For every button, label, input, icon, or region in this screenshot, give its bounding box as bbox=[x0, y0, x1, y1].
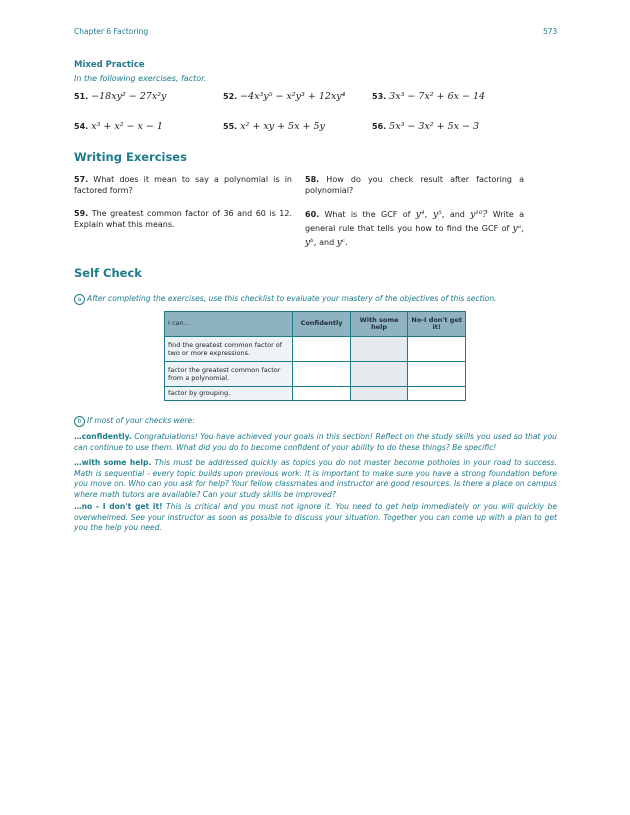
page-number: 573 bbox=[543, 27, 558, 36]
exercise-text: What does it mean to say a polynomial is in factored form? bbox=[74, 175, 292, 195]
checkbox-cell-dont-get-it[interactable] bbox=[408, 337, 466, 362]
table-row bbox=[165, 337, 466, 362]
header-dont-get-it: No-I don't get it! bbox=[408, 312, 466, 337]
problem-expression: −4x³y⁵ − x²y³ + 12xy⁴ bbox=[240, 91, 346, 102]
exercise-number: 57. bbox=[74, 175, 89, 184]
instruction-text: After completing the exercises, use this checklist to evaluate your mastery of the objectives of this section. bbox=[87, 294, 497, 303]
dont-get-it-paragraph bbox=[74, 502, 557, 534]
paragraph-lead: …with some help. bbox=[74, 458, 152, 467]
exercise-text: and bbox=[319, 238, 335, 247]
math-expression: y¹⁰? bbox=[470, 210, 488, 220]
paragraph-text: Congratulations! You have achieved your goals in this section! Reflect on the study skills you used so that you can continue to use them. What did you do to become confident of your ability to do these things? Be specific! bbox=[74, 432, 557, 452]
math-expression: y⁴, y⁵, bbox=[415, 210, 445, 220]
exercise-text: The greatest common factor of 36 and 60 is 12. Explain what this means. bbox=[74, 209, 292, 229]
table-row bbox=[165, 387, 466, 401]
problem-51 bbox=[74, 91, 166, 102]
math-expression: yᵃ, yᵇ, bbox=[305, 224, 524, 248]
some-help-paragraph bbox=[74, 458, 557, 500]
paragraph-text: This is critical and you must not ignore it. You need to get help immediately or you will quickly be overwhelmed. See your instructor as soon as possible to discuss your situation. Together you can come up with a plan to get you the help you need. bbox=[74, 502, 558, 532]
problem-expression: x² + xy + 5x + 5y bbox=[240, 121, 325, 132]
problem-55 bbox=[223, 121, 325, 132]
self-check-instruction bbox=[74, 294, 544, 305]
objective-label: find the greatest common factor of two or more expressions. bbox=[165, 337, 293, 362]
problem-52 bbox=[223, 91, 345, 102]
problem-number: 55. bbox=[223, 122, 238, 131]
math-expression: yᶜ. bbox=[336, 238, 348, 248]
paragraph-lead: …no - I don't get it! bbox=[74, 502, 163, 511]
checkbox-cell-dont-get-it[interactable] bbox=[408, 362, 466, 387]
problem-number: 51. bbox=[74, 92, 89, 101]
table-header-row bbox=[165, 312, 466, 337]
exercise-number: 60. bbox=[305, 210, 320, 219]
objective-label: factor the greatest common factor from a polynomial. bbox=[165, 362, 293, 387]
header-confidently: Confidently bbox=[293, 312, 351, 337]
exercise-57 bbox=[74, 174, 292, 196]
exercise-text: What is the GCF of bbox=[324, 210, 411, 219]
exercise-59 bbox=[74, 208, 292, 230]
paragraph-lead: …confidently. bbox=[74, 432, 132, 441]
problem-expression: −18xy² − 27x²y bbox=[91, 91, 167, 102]
exercise-text: and bbox=[449, 210, 465, 219]
chapter-header: Chapter 6 Factoring bbox=[74, 27, 149, 36]
checkbox-cell-confidently[interactable] bbox=[293, 362, 351, 387]
problem-53 bbox=[372, 91, 485, 102]
confidently-paragraph bbox=[74, 432, 557, 453]
writing-exercises-title: Writing Exercises bbox=[74, 150, 187, 164]
problem-expression: x³ + x² − x − 1 bbox=[91, 121, 163, 132]
exercise-text: Write a general rule that tells you how to find the GCF of bbox=[305, 210, 525, 233]
mixed-practice-title: Mixed Practice bbox=[74, 60, 145, 70]
problem-expression: 5x³ − 3x² + 5x − 3 bbox=[389, 121, 480, 132]
checkbox-cell-confidently[interactable] bbox=[293, 337, 351, 362]
table-row bbox=[165, 362, 466, 387]
exercise-text: How do you check result after factoring a polynomial? bbox=[305, 175, 524, 195]
problem-number: 53. bbox=[372, 92, 387, 101]
problem-56 bbox=[372, 121, 479, 132]
checkbox-cell-with-some-help[interactable] bbox=[350, 387, 408, 401]
objective-label: factor by grouping. bbox=[165, 387, 293, 401]
problem-54 bbox=[74, 121, 163, 132]
checkbox-cell-with-some-help[interactable] bbox=[350, 337, 408, 362]
checkbox-cell-dont-get-it[interactable] bbox=[408, 387, 466, 401]
if-most-text: If most of your checks were: bbox=[87, 416, 195, 425]
problem-expression: 3x³ − 7x² + 6x − 14 bbox=[389, 91, 486, 102]
exercise-number: 59. bbox=[74, 209, 89, 218]
mixed-practice-instruction: In the following exercises, factor. bbox=[74, 74, 207, 83]
marker-b-icon: b bbox=[74, 416, 85, 427]
exercise-58 bbox=[305, 174, 524, 196]
self-check-title: Self Check bbox=[74, 266, 142, 280]
checkbox-cell-confidently[interactable] bbox=[293, 387, 351, 401]
exercise-60 bbox=[305, 208, 524, 250]
exercise-number: 58. bbox=[305, 175, 320, 184]
marker-a-icon: a bbox=[74, 294, 85, 305]
paragraph-text: This must be addressed quickly as topics you do not master become potholes in your road to success. Math is sequential - every topic builds upon previous work. It is important to make sure you have a strong foundation before you move on. Who can you ask for help? Your fellow classmates and instructor are good resources. Is there a place on campus where math tutors are available? Can your study skills be improved? bbox=[74, 458, 557, 499]
checkbox-cell-with-some-help[interactable] bbox=[350, 362, 408, 387]
problem-number: 54. bbox=[74, 122, 89, 131]
problem-number: 52. bbox=[223, 92, 238, 101]
problem-number: 56. bbox=[372, 122, 387, 131]
if-most-note bbox=[74, 416, 544, 427]
header-i-can: I can… bbox=[165, 312, 293, 337]
self-check-table bbox=[164, 311, 466, 401]
header-with-some-help: With some help bbox=[350, 312, 408, 337]
